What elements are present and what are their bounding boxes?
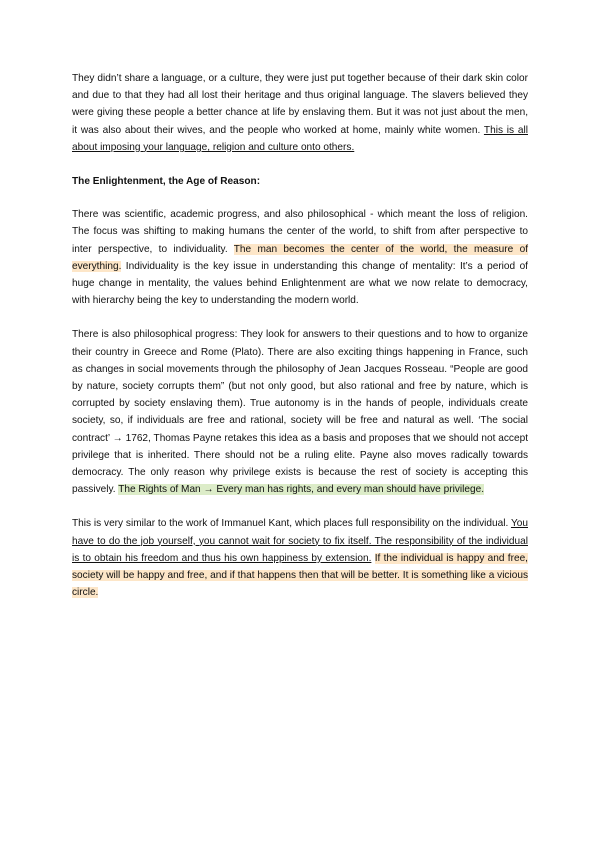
paragraph-3 xyxy=(72,326,528,498)
paragraph-2 xyxy=(72,206,528,309)
paragraph-4-underlined: You have to do the job yourself, you cannot wait for society to fix itself. The responsibility of the individual is to obtain his freedom and thus his own happiness by extension. xyxy=(72,518,528,564)
paragraph-4-text: This is very similar to the work of Immanuel Kant, which places full responsibility on the individual. xyxy=(72,518,511,530)
document-body xyxy=(72,70,528,618)
paragraph-2-text-b: Individuality is the key issue in understanding this change of mentality: It’s a period of huge change in mentality, the values behind Enlightenment are what we now relate to democracy, with hierarchy being the key to understanding the modern world. xyxy=(72,260,528,307)
paragraph-2-highlight: The man becomes the center of the world, the measure of everything. xyxy=(72,243,528,272)
paragraph-1-underlined: This is all about imposing your language, religion and culture onto others. xyxy=(72,124,528,153)
paragraph-1-text: They didn’t share a language, or a culture, they were just put together because of their dark skin color and due to that they had all lost their heritage and thus original language. The slavers believed they were giving these people a better chance at life by enslaving them. But it was not just about the men, it was also about their wives, and the people who worked at home, mainly white women. xyxy=(72,73,528,136)
section-heading: The Enlightenment, the Age of Reason: xyxy=(72,176,261,188)
paragraph-3-text: There is also philosophical progress: They look for answers to their questions and to how to organize their country in Greece and Rome (Plato). There are also exciting things happening in France, such as changes in social movements through the philosophy of Jean Jacques Rosseau. “People are good by nature, society corrupts them” (but not only good, but also rational and free by nature, which is corrupted by society enslaving them). True autonomy is in the hands of people, individuals create society, so, if individuals are free and rational, society will be free and natural as well. ‘The social contract’ → 1762, Thomas Payne retakes this idea as a basis and proposes that we should not accept privilege that is inherited. There should not be a ruling elite. Payne also moves radically towards democracy. The only reason why privilege exists is because the rest of society is accepting this passively. xyxy=(72,329,528,496)
paragraph-2-text-a: There was scientific, academic progress, and also philosophical - which meant the loss of religion. The focus was shifting to making humans the center of the world, to shift from after perspective to inter perspective, to individuality. xyxy=(72,209,528,255)
paragraph-4-highlight: If the individual is happy and free, society will be happy and free, and if that happens then that will be better. It is something like a vicious circle. xyxy=(72,552,528,599)
paragraph-1 xyxy=(72,70,528,156)
paragraph-3-highlight: The Rights of Man → Every man has rights, and every man should have privilege. xyxy=(118,484,484,496)
paragraph-4 xyxy=(72,515,528,601)
